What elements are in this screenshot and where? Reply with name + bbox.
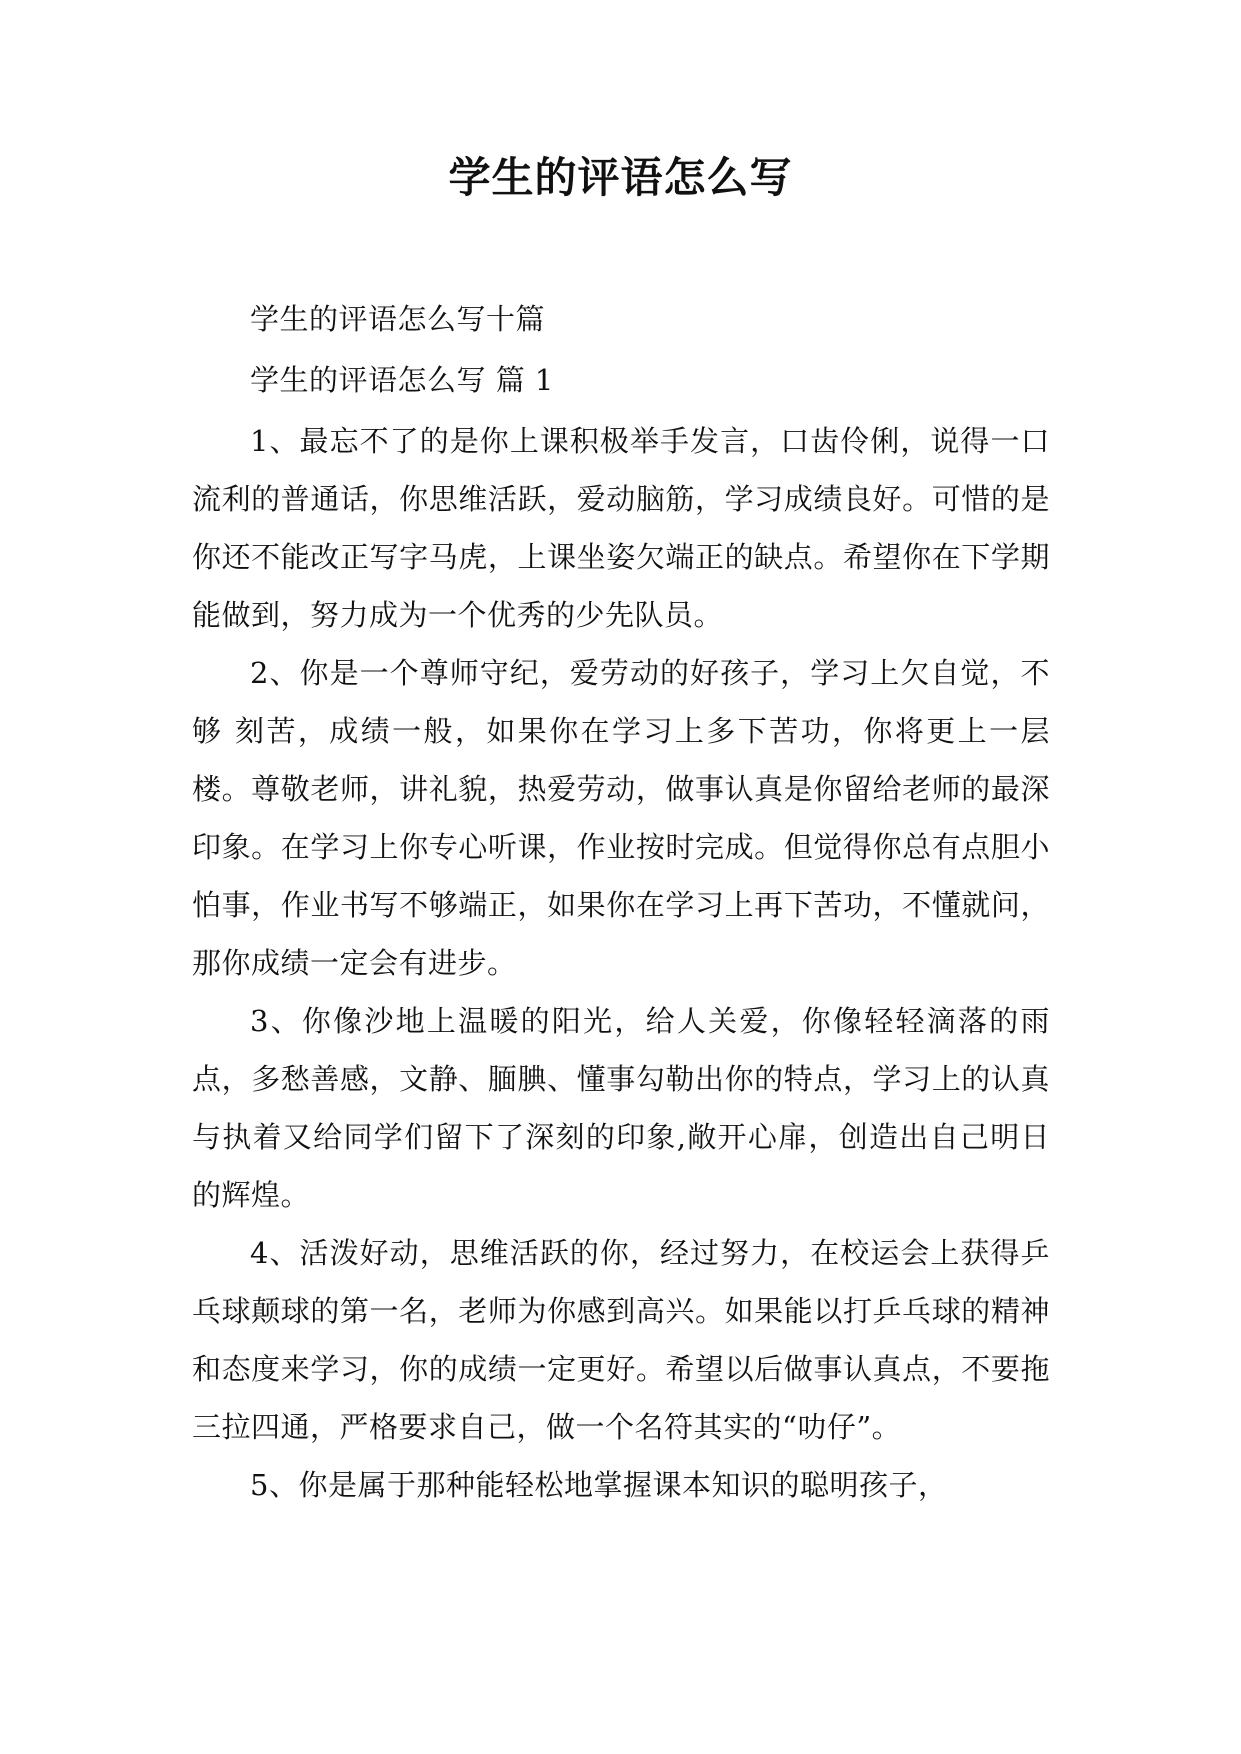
paragraph-4: 4、活泼好动，思维活跃的你，经过努力，在校运会上获得乒乓球颠球的第一名，老师为你感到高兴。如果能以打乒乓球的精神和态度来学习，你的成绩一定更好。希望以后做事认真点，不要拖三拉四通，严格要求自己，做一个名符其实的“叻仔”。 xyxy=(192,1236,1050,1444)
document-title: 学生的评语怎么写 xyxy=(448,153,793,202)
paragraph-5: 5、你是属于那种能轻松地掌握课本知识的聪明孩子， xyxy=(250,1468,948,1502)
paragraph-2: 2、你是一个尊师守纪，爱劳动的好孩子，学习上欠自觉，不够 刻苦，成绩一般，如果你在学习上多下苦功，你将更上一层楼。尊敬老师，讲礼貌，热爱劳动，做事认真是你留给老师的最深印象。在学习上你专心听课，作业按时完成。但觉得你总有点胆小怕事，作业书写不够端正，如果你在学习上再下苦功，不懂就问，那你成绩一定会有进步。 xyxy=(192,656,1050,980)
document-subtitle: 学生的评语怎么写十篇 xyxy=(250,302,546,336)
section-heading: 学生的评语怎么写 篇 1 xyxy=(250,363,554,397)
document-body xyxy=(192,290,1050,1514)
paragraph-3: 3、你像沙地上温暖的阳光，给人关爱，你像轻轻滴落的雨点，多愁善感，文静、腼腆、懂事勾勒出你的特点，学习上的认真与执着又给同学们留下了深刻的印象,敞开心扉，创造出自己明日的辉煌。 xyxy=(192,1004,1050,1212)
paragraph-1: 1、最忘不了的是你上课积极举手发言，口齿伶俐，说得一口流利的普通话，你思维活跃，爱动脑筋，学习成绩良好。可惜的是你还不能改正写字马虎，上课坐姿欠端正的缺点。希望你在下学期能做到，努力成为一个优秀的少先队员。 xyxy=(192,424,1050,632)
